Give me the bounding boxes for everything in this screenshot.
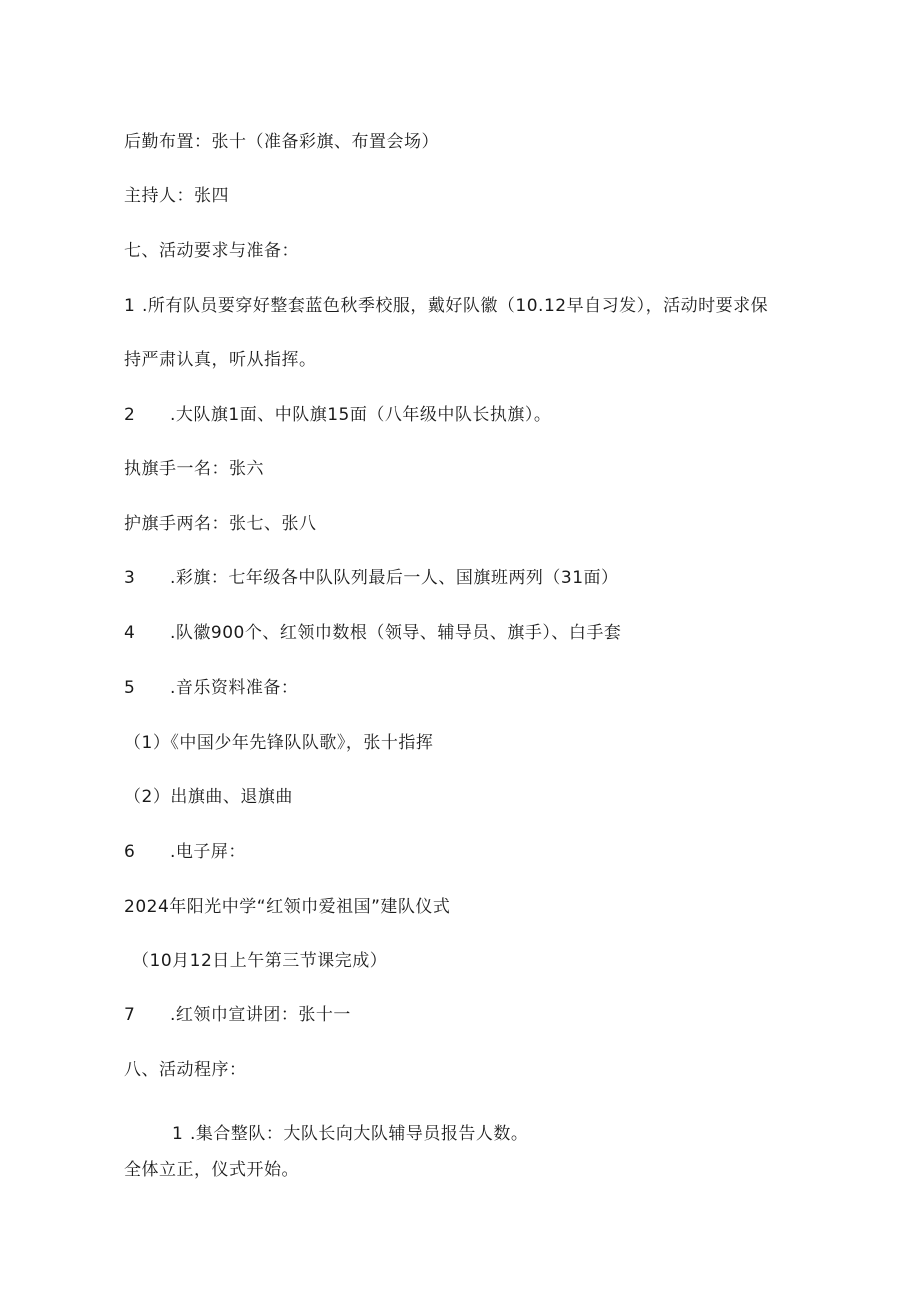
screen-note-text: （10月12日上午第三节课完成） xyxy=(132,951,388,971)
section-8-heading xyxy=(124,1058,247,1082)
item-1-number: 1 xyxy=(124,296,136,316)
screen-title-line xyxy=(124,895,450,919)
item-7-text: .红领巾宣讲团：张十一 xyxy=(170,1005,351,1025)
item-2-number: 2 xyxy=(124,405,136,425)
logistics-line xyxy=(124,130,439,154)
flag-bearer-text: 执旗手一名：张六 xyxy=(124,459,264,479)
logistics-text: 后勤布置：张十（准备彩旗、布置会场） xyxy=(124,132,439,152)
item-2-text: .大队旗1面、中队旗15面（八年级中队长执旗）。 xyxy=(170,405,552,425)
item-6-text: .电子屏： xyxy=(170,842,246,862)
item-5-text: .音乐资料准备： xyxy=(170,678,299,698)
host-line xyxy=(124,184,229,208)
item-5-number: 5 xyxy=(124,678,136,698)
flag-guards-text: 护旗手两名：张七、张八 xyxy=(124,514,317,534)
screen-note-line xyxy=(132,949,387,973)
music-item-1-text: （1）《中国少年先锋队队歌》，张十指挥 xyxy=(124,733,434,753)
section-7-heading xyxy=(124,239,299,263)
screen-title-text: 2024年阳光中学“红领巾爱祖国”建队仪式 xyxy=(124,897,451,917)
flag-bearer-line xyxy=(124,457,264,481)
item-7-number: 7 xyxy=(124,1005,136,1025)
item-3-line xyxy=(124,566,619,590)
item-1-continuation-text: 持严肃认真，听从指挥。 xyxy=(124,350,317,370)
music-item-2-text: （2）出旗曲、退旗曲 xyxy=(124,787,293,807)
procedure-1-continuation-text: 全体立正，仪式开始。 xyxy=(124,1160,299,1180)
item-6-number: 6 xyxy=(124,842,136,862)
item-4-line xyxy=(124,621,621,645)
item-3-number: 3 xyxy=(124,568,136,588)
item-3-text: .彩旗：七年级各中队队列最后一人、国旗班两列（31面） xyxy=(170,568,619,588)
item-6-line xyxy=(124,840,246,864)
procedure-1-line xyxy=(172,1122,528,1146)
flag-guards-line xyxy=(124,512,317,536)
item-2-line xyxy=(124,403,551,427)
section-8-heading-text: 八、活动程序： xyxy=(124,1060,247,1080)
host-text: 主持人：张四 xyxy=(124,186,229,206)
item-4-text: .队徽900个、红领巾数根（领导、辅导员、旗手）、白手套 xyxy=(170,623,622,643)
item-4-number: 4 xyxy=(124,623,136,643)
item-1-line xyxy=(124,294,768,318)
item-1-text: .所有队员要穿好整套蓝色秋季校服，戴好队徽（10.12早自习发），活动时要求保 xyxy=(142,296,769,316)
music-item-2-line xyxy=(124,785,293,809)
procedure-1-text: .集合整队：大队长向大队辅导员报告人数。 xyxy=(190,1124,529,1144)
procedure-1-continuation xyxy=(124,1158,299,1182)
music-item-1-line xyxy=(124,731,433,755)
section-7-heading-text: 七、活动要求与准备： xyxy=(124,241,299,261)
item-7-line xyxy=(124,1003,351,1027)
procedure-1-number: 1 xyxy=(172,1124,184,1144)
item-5-line xyxy=(124,676,298,700)
item-1-continuation xyxy=(124,348,317,372)
